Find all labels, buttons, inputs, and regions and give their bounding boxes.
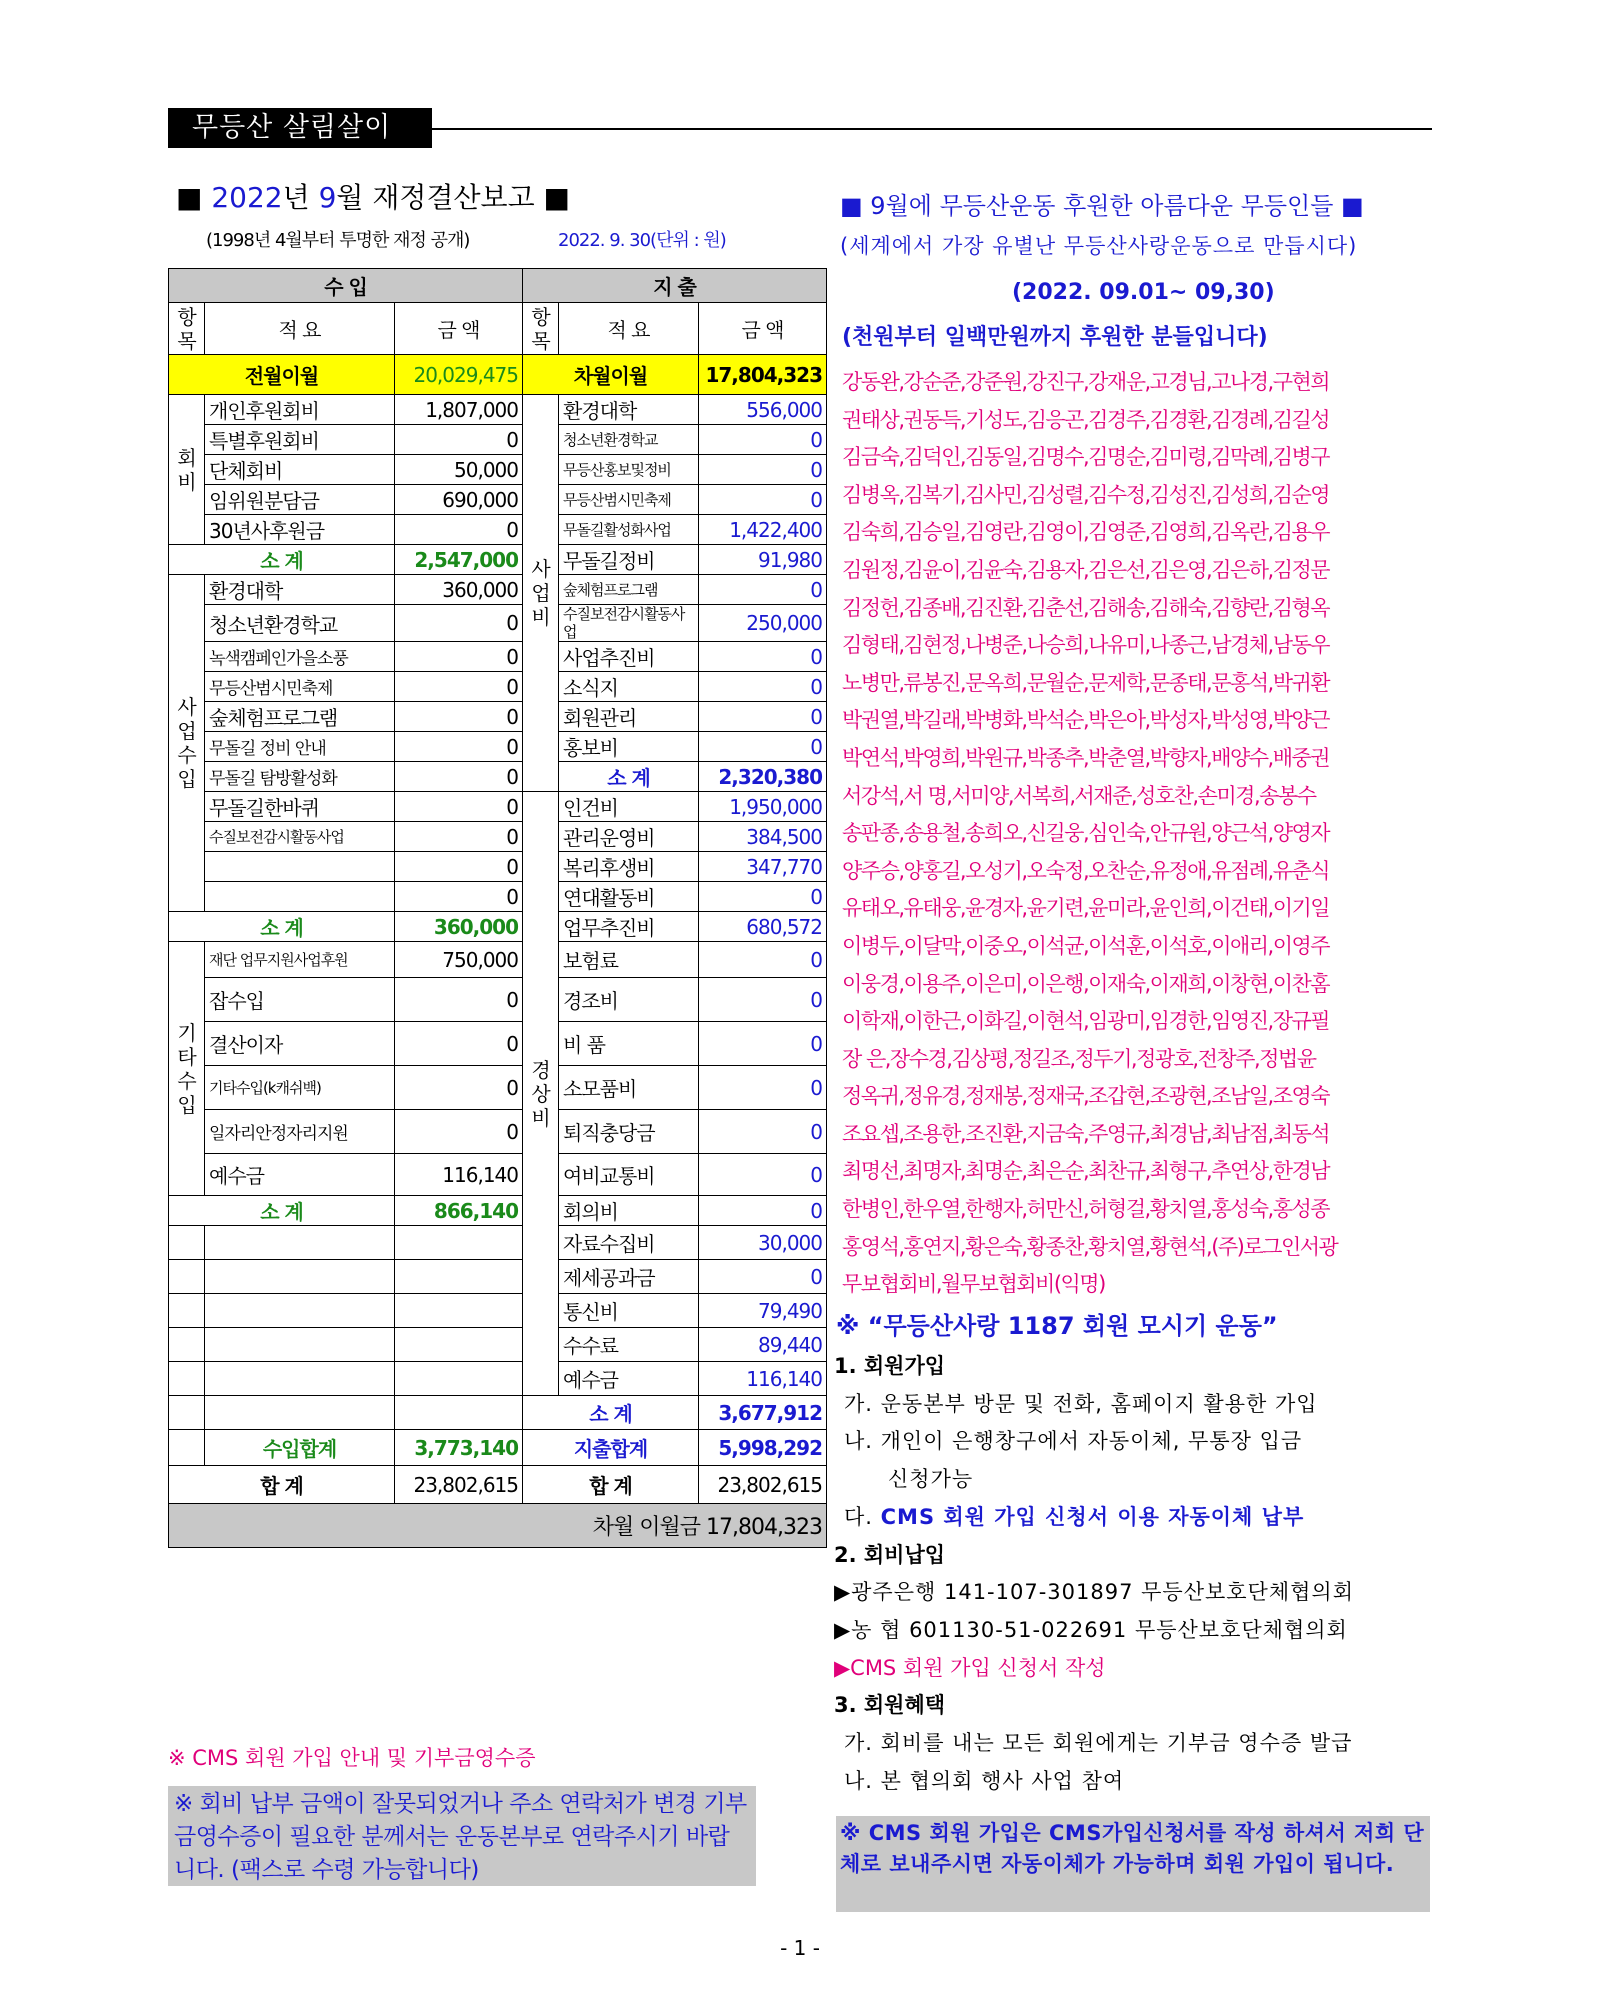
ledger-row [169,792,827,822]
payment-heading: 2. 회비납입 [834,1542,946,1567]
cms-join-box: ※ CMS 회원 가입은 CMS가입신청서를 작성 하셔서 저희 단체로 보내주시면 자동이체가 가능하며 회원 가입이 됩니다. [836,1816,1430,1912]
expense-desc: 예수금 [559,1362,699,1396]
expense-subtotal: 2,320,380 [699,762,827,792]
ledger-row [169,1226,827,1260]
empty-cell [205,1260,395,1294]
donors-title: ■ 9월에 무등산운동 후원한 아름다운 무등인들 ■ [840,192,1364,220]
column-header: 적 요 [205,303,395,355]
donor-line: 이학재,이한근,이화길,이현석,임광미,임경한,임영진,장규필 [842,1009,1330,1034]
ledger-row [169,485,827,515]
income-desc: 일자리안정자리지원 [205,1110,395,1154]
income-desc: 청소년환경학교 [205,605,395,642]
ledger-row [169,702,827,732]
income-amount: 0 [395,425,523,455]
income-desc: 30년사후원금 [205,515,395,545]
join-heading: 1. 회원가입 [834,1354,946,1378]
join-item-b-cont: 신청가능 [888,1467,974,1492]
benefit-item-a: 가. 회비를 내는 모든 회원에게는 기부금 영수증 발급 [844,1731,1353,1756]
donor-list [842,364,1432,1304]
donor-line: 서강석,서 명,서미양,서복희,서재준,성호찬,손미경,송봉수 [842,783,1316,808]
income-desc: 녹색캠페인가을소풍 [205,642,395,672]
report-title-month: 9 [318,181,337,214]
expense-amount: 1,950,000 [699,792,827,822]
ledger-row [169,303,827,355]
donor-line: 무보협회비,월무보협회비(익명) [842,1272,1105,1297]
expense-amount: 0 [699,1196,827,1226]
donor-line: 노병만,류봉진,문옥희,문월순,문제학,문종태,문홍석,박귀환 [842,670,1330,695]
ledger-row [169,395,827,425]
ledger-row [169,1066,827,1110]
income-group-name: 사업수입 [169,575,205,912]
join-item-a: 가. 운동본부 방문 및 전화, 홈페이지 활용한 가입 [844,1391,1318,1416]
income-amount: 0 [395,882,523,912]
income-amount: 0 [395,852,523,882]
grand-expense: 23,802,615 [699,1466,827,1504]
income-amount: 0 [395,702,523,732]
ledger-row [169,762,827,792]
donor-line: 김원정,김윤이,김윤숙,김용자,김은선,김은영,김은하,김정문 [842,557,1330,582]
expense-desc: 수질보전감시활동사업 [559,605,699,642]
empty-cell [395,1328,523,1362]
income-amount: 0 [395,642,523,672]
empty-cell [205,1362,395,1396]
income-desc: 무돌길 정비 안내 [205,732,395,762]
bank-account-nonghyup: ▶농 협 601130-51-022691 무등산보호단체협의회 [834,1617,1348,1642]
ledger-row [169,605,827,642]
income-subtotal-label: 소 계 [169,545,395,575]
income-desc: 기타수입(k캐쉬백) [205,1066,395,1110]
ledger-row [169,455,827,485]
income-amount: 0 [395,732,523,762]
income-amount: 360,000 [395,575,523,605]
income-subtotal: 866,140 [395,1196,523,1226]
expense-subtotal-label: 소 계 [559,762,699,792]
donor-line: 유태오,유태웅,윤경자,윤기련,윤미라,윤인희,이건태,이기일 [842,896,1330,921]
income-amount: 116,140 [395,1154,523,1196]
income-amount: 0 [395,978,523,1022]
expense-amount: 384,500 [699,822,827,852]
expense-amount: 0 [699,978,827,1022]
donor-line: 김형태,김현정,나병준,나승희,나유미,나종근,남경체,남동우 [842,633,1330,658]
income-total: 3,773,140 [395,1430,523,1466]
expense-amount: 89,440 [699,1328,827,1362]
grand-total-label: 합 계 [169,1466,395,1504]
expense-desc: 무등산홍보및정비 [559,455,699,485]
income-amount: 0 [395,1022,523,1066]
expense-amount: 0 [699,702,827,732]
expense-desc: 퇴직충당금 [559,1110,699,1154]
expense-desc: 환경대학 [559,395,699,425]
ledger-row [169,1504,827,1548]
page-number: - 1 - [780,1936,820,1960]
expense-desc: 사업추진비 [559,642,699,672]
expense-amount: 79,490 [699,1294,827,1328]
donors-subtitle: (세계에서 가장 유별난 무등산사랑운동으로 만듭시다) [840,234,1358,258]
column-header: 금 액 [699,303,827,355]
income-desc: 수질보전감시활동사업 [205,822,395,852]
expense-desc: 인건비 [559,792,699,822]
expense-desc: 복리후생비 [559,852,699,882]
expense-amount: 250,000 [699,605,827,642]
empty-cell [169,1396,205,1430]
donor-line: 한병인,한우열,한행자,허만신,허형걸,황치열,홍성숙,홍성종 [842,1197,1330,1222]
expense-subtotal-label: 소 계 [523,1396,699,1430]
ledger-row [169,1022,827,1066]
donor-line: 최명선,최명자,최명순,최은순,최찬규,최형구,추연상,한경남 [842,1159,1330,1184]
donor-line: 장 은,장수경,김상평,정길조,정두기,정광호,전창주,정법윤 [842,1046,1316,1071]
report-title-rest: 월 재정결산보고 ■ [336,181,570,214]
income-desc: 결산이자 [205,1022,395,1066]
section-header: 무등산 살림살이 [168,108,432,148]
donor-line: 송판종,송용철,송희오,신길웅,심인숙,안규원,양근석,양영자 [842,821,1330,846]
expense-total: 5,998,292 [699,1430,827,1466]
income-desc: 특별후원회비 [205,425,395,455]
income-amount: 1,807,000 [395,395,523,425]
empty-cell [395,1362,523,1396]
expense-desc: 통신비 [559,1294,699,1328]
cms-application-line: ▶CMS 회원 가입 신청서 작성 [834,1655,1106,1680]
empty-cell [395,1260,523,1294]
income-amount: 0 [395,792,523,822]
expense-amount: 0 [699,1260,827,1294]
ledger-row [169,942,827,978]
expense-desc: 무등산범시민축제 [559,485,699,515]
expense-amount: 0 [699,575,827,605]
cms-guide-note: ※ CMS 회원 가입 안내 및 기부금영수증 [168,1746,536,1770]
donor-line: 홍영석,홍연지,황은숙,황종찬,황치열,황현석,(주)로그인서광 [842,1234,1338,1259]
empty-cell [395,1294,523,1328]
empty-cell [169,1328,205,1362]
expense-desc: 소모품비 [559,1066,699,1110]
empty-cell [205,1226,395,1260]
income-amount: 0 [395,515,523,545]
expense-total-label: 지출합계 [523,1430,699,1466]
income-amount: 0 [395,672,523,702]
campaign-title: ※ “무등산사랑 1187 회원 모시기 운동” [836,1312,1278,1340]
column-header: 적 요 [559,303,699,355]
donor-line: 김정헌,김종배,김진환,김춘선,김해송,김해숙,김향란,김형옥 [842,595,1330,620]
ledger-row [169,1260,827,1294]
income-desc: 예수금 [205,1154,395,1196]
ledger-row [169,355,827,395]
ledger-row [169,1466,827,1504]
donors-range: (천원부터 일백만원까지 후원한 분들입니다) [842,325,1268,350]
donor-line: 정옥귀,정유경,정재봉,정재국,조갑현,조광현,조남일,조영숙 [842,1084,1330,1109]
empty-cell [169,1362,205,1396]
income-desc: 단체회비 [205,455,395,485]
report-title-prefix: ■ [176,181,212,214]
ledger-row [169,1110,827,1154]
expense-amount: 0 [699,485,827,515]
finance-ledger-table [168,268,827,1548]
income-amount: 0 [395,1110,523,1154]
expense-desc: 회원관리 [559,702,699,732]
expense-desc: 무돌길활성화사업 [559,515,699,545]
income-subtotal: 2,547,000 [395,545,523,575]
ledger-row [169,822,827,852]
income-desc: 무돌길한바퀴 [205,792,395,822]
income-group-name: 회비 [169,395,205,545]
join-item-c-text: CMS 회원 가입 신청서 이용 자동이체 납부 [880,1504,1305,1529]
empty-cell [205,1294,395,1328]
ledger-row [169,1328,827,1362]
grand-total-label: 합 계 [523,1466,699,1504]
ledger-row [169,912,827,942]
report-date-unit: 2022. 9. 30(단위 : 원) [558,230,726,251]
carry-in-label: 전월이월 [169,355,395,395]
ledger-row [169,1294,827,1328]
expense-desc: 보험료 [559,942,699,978]
benefit-heading: 3. 회원혜택 [834,1693,946,1718]
report-title-year: 2022 [211,181,283,214]
expense-desc: 연대활동비 [559,882,699,912]
income-desc: 개인후원회비 [205,395,395,425]
expense-subtotal: 3,677,912 [699,1396,827,1430]
income-desc [205,852,395,882]
ledger-row [169,672,827,702]
benefit-item-b: 나. 본 협의회 행사 사업 참여 [844,1768,1125,1793]
expense-desc: 경조비 [559,978,699,1022]
expense-desc: 홍보비 [559,732,699,762]
empty-cell [395,1396,523,1430]
ledger-row [169,882,827,912]
report-title-year-unit: 년 [282,181,319,214]
expense-group-name: 경상비 [523,792,559,1396]
income-desc: 재단 업무지원사업후원 [205,942,395,978]
expense-desc: 청소년환경학교 [559,425,699,455]
expense-amount: 0 [699,1110,827,1154]
donor-line: 강동완,강순준,강준원,강진구,강재운,고경님,고나경,구현희 [842,370,1330,394]
income-header: 수 입 [169,269,523,303]
expense-desc: 관리운영비 [559,822,699,852]
column-header: 금 액 [395,303,523,355]
expense-group-name: 사업비 [523,395,559,792]
next-month-balance: 차월 이월금 17,804,323 [169,1504,827,1548]
expense-desc: 자료수집비 [559,1226,699,1260]
empty-cell [169,1294,205,1328]
empty-cell [205,1396,395,1430]
expense-desc: 제세공과금 [559,1260,699,1294]
ledger-row [169,642,827,672]
expense-desc: 수수료 [559,1328,699,1362]
membership-info [834,1348,1434,1800]
income-total-label: 수입합계 [205,1430,395,1466]
expense-desc: 회의비 [559,1196,699,1226]
ledger-row [169,575,827,605]
report-subtitle: (1998년 4월부터 투명한 재정 공개) [206,230,470,251]
expense-amount: 30,000 [699,1226,827,1260]
expense-amount: 0 [699,672,827,702]
expense-desc: 소식지 [559,672,699,702]
expense-desc: 숲체험프로그램 [559,575,699,605]
join-item-c [834,1499,1434,1537]
income-desc [205,882,395,912]
expense-amount: 556,000 [699,395,827,425]
ledger-row [169,1154,827,1196]
expense-amount: 0 [699,425,827,455]
carry-in-amount: 20,029,475 [395,355,523,395]
expense-amount: 0 [699,642,827,672]
bank-account-gwangju: ▶광주은행 141-107-301897 무등산보호단체협의회 [834,1580,1354,1605]
donor-line: 김병옥,김복기,김사민,김성렬,김수정,김성진,김성희,김순영 [842,482,1330,507]
join-item-c-prefix: 다. [844,1504,881,1529]
carry-out-amount: 17,804,323 [699,355,827,395]
donor-line: 권태상,권동득,기성도,김응곤,김경주,김경환,김경례,김길성 [842,407,1330,432]
income-subtotal-label: 소 계 [169,1196,395,1226]
income-subtotal: 360,000 [395,912,523,942]
donor-line: 조요셉,조용한,조진환,지금숙,주영규,최경남,최남점,최동석 [842,1121,1330,1146]
expense-amount: 0 [699,1066,827,1110]
ledger-row [169,1396,827,1430]
ledger-row [169,545,827,575]
expense-amount: 347,770 [699,852,827,882]
donor-line: 김금숙,김덕인,김동일,김명수,김명순,김미령,김막례,김병구 [842,445,1330,470]
income-desc: 환경대학 [205,575,395,605]
grand-income: 23,802,615 [395,1466,523,1504]
empty-cell [395,1226,523,1260]
donor-line: 이병두,이달막,이중오,이석균,이석훈,이석호,이애리,이영주 [842,933,1330,958]
income-desc: 무돌길 탐방활성화 [205,762,395,792]
income-amount: 0 [395,822,523,852]
column-header: 항목 [169,303,205,355]
carry-out-label: 차월이월 [523,355,699,395]
ledger-row [169,425,827,455]
expense-amount: 91,980 [699,545,827,575]
empty-cell [169,1430,205,1466]
income-desc: 잡수입 [205,978,395,1022]
expense-amount: 0 [699,1154,827,1196]
income-amount: 0 [395,762,523,792]
expense-header: 지 출 [523,269,827,303]
ledger-row [169,1430,827,1466]
ledger-row [169,1362,827,1396]
income-desc: 임위원분담금 [205,485,395,515]
ledger-row [169,269,827,303]
empty-cell [169,1226,205,1260]
donor-line: 이웅경,이용주,이은미,이은행,이재숙,이재희,이창현,이찬홈 [842,971,1330,996]
ledger-row [169,732,827,762]
ledger-row [169,1196,827,1226]
expense-desc: 업무추진비 [559,912,699,942]
expense-amount: 0 [699,1022,827,1066]
expense-amount: 0 [699,455,827,485]
join-item-b: 나. 개인이 은행창구에서 자동이체, 무통장 입금 [844,1429,1303,1454]
expense-desc: 무돌길정비 [559,545,699,575]
income-desc: 무등산범시민축제 [205,672,395,702]
income-amount: 690,000 [395,485,523,515]
donor-line: 박권열,박길래,박병화,박석순,박은아,박성자,박성영,박양근 [842,708,1330,733]
expense-amount: 1,422,400 [699,515,827,545]
ledger-row [169,515,827,545]
income-amount: 0 [395,1066,523,1110]
donor-line: 박연석,박영희,박원규,박종추,박춘열,박향자,배양수,배중권 [842,745,1330,770]
empty-cell [205,1328,395,1362]
expense-amount: 0 [699,732,827,762]
donor-line: 양주승,양홍길,오성기,오숙정,오찬순,유정애,유점례,유춘식 [842,858,1330,883]
column-header: 항목 [523,303,559,355]
empty-cell [169,1260,205,1294]
income-amount: 0 [395,605,523,642]
header-rule [432,128,1432,130]
income-group-name: 기타수입 [169,942,205,1196]
expense-amount: 680,572 [699,912,827,942]
expense-amount: 0 [699,942,827,978]
ledger-row [169,978,827,1022]
receipt-notice-box: ※ 회비 납부 금액이 잘못되었거나 주소 연락처가 변경 기부금영수증이 필요한 분께서는 운동본부로 연락주시기 바랍니다. (팩스로 수령 가능합니다) [168,1786,756,1886]
income-desc: 숲체험프로그램 [205,702,395,732]
expense-amount: 0 [699,882,827,912]
expense-amount: 116,140 [699,1362,827,1396]
expense-desc: 비 품 [559,1022,699,1066]
donors-period: (2022. 09.01~ 09,30) [1012,280,1275,305]
donor-line: 김숙희,김승일,김영란,김영이,김영준,김영희,김옥란,김용우 [842,520,1330,545]
income-subtotal-label: 소 계 [169,912,395,942]
income-amount: 750,000 [395,942,523,978]
report-title [176,176,570,216]
expense-desc: 여비교통비 [559,1154,699,1196]
income-amount: 50,000 [395,455,523,485]
ledger-row [169,852,827,882]
